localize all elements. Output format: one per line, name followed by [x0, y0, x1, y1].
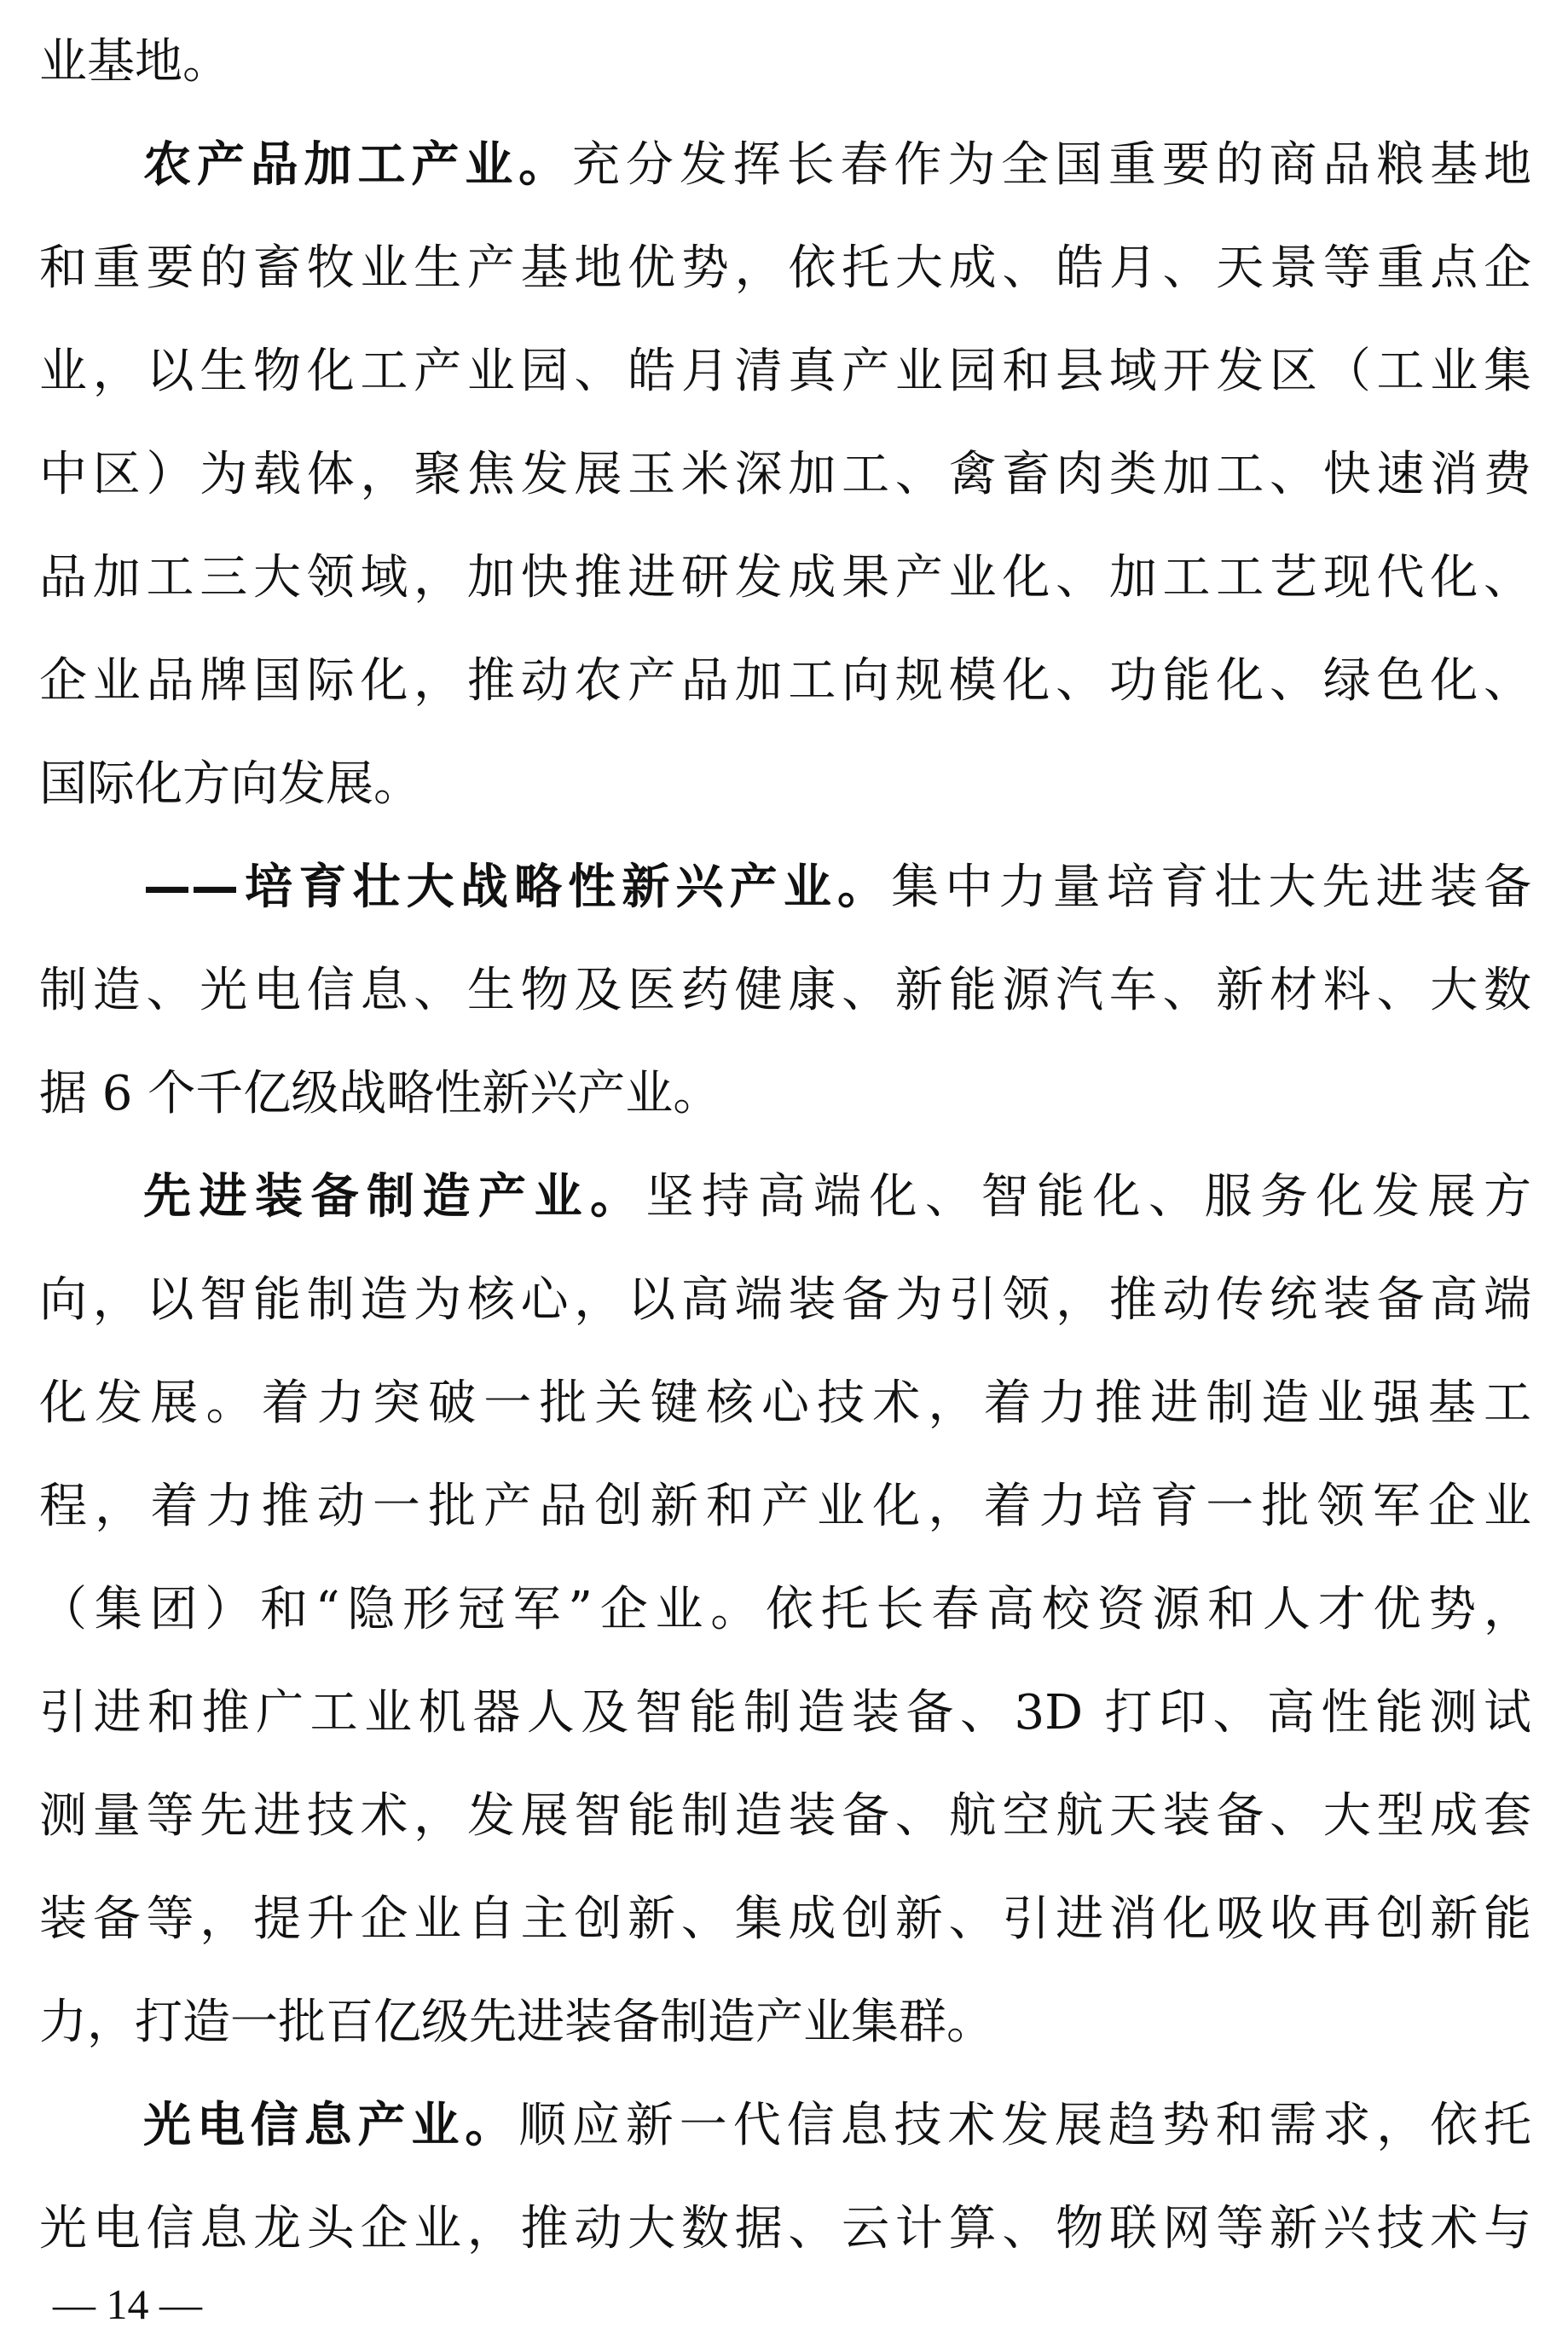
text-line: 坚持高端化、智能化、服务化发展方 [645, 1169, 1531, 1225]
text-line: 程，着力推动一批产品创新和产业化，着力培育一批领军企业 [39, 1479, 1531, 1534]
text-line: 业，以生物化工产业园、皓月清真产业园和县域开发区（工业集 [39, 344, 1531, 399]
text-line: 测量等先进技术，发展智能制造装备、航空航天装备、大型成套 [39, 1788, 1531, 1844]
text-line: 光电信息龙头企业，推动大数据、云计算、物联网等新兴技术与 [39, 2201, 1531, 2256]
text-line: 企业品牌国际化，推动农产品加工向规模化、功能化、绿色化、 [39, 653, 1531, 709]
page-number: — 14 — [53, 2280, 202, 2328]
text-line: 引进和推广工业机器人及智能制造装备、3D 打印、高性能测试 [39, 1685, 1531, 1741]
paragraph-emerging-industries [39, 836, 1531, 939]
text-line: 业基地。 [39, 34, 230, 90]
body-text [39, 10, 1531, 2280]
text-line: 国际化方向发展。 [39, 756, 421, 812]
section-heading: 光电信息产业。 [143, 2098, 519, 2153]
text-line: 集中力量培育壮大先进装备 [891, 860, 1532, 915]
text-line: 向，以智能制造为核心，以高端装备为引领，推动传统装备高端 [39, 1272, 1531, 1328]
paragraph-optoelectronics [39, 2074, 1531, 2177]
text-line: 充分发挥长春作为全国重要的商品粮基地 [572, 137, 1532, 193]
paragraph-continuation [39, 10, 1531, 113]
text-line: 据 6 个千亿级战略性新兴产业。 [39, 1066, 721, 1121]
text-line: 中区）为载体，聚焦发展玉米深加工、禽畜肉类加工、快速消费 [39, 447, 1531, 502]
text-line: 装备等，提升企业自主创新、集成创新、引进消化吸收再创新能 [39, 1891, 1531, 1947]
text-line: （集团）和“隐形冠军”企业。依托长春高校资源和人才优势， [39, 1582, 1531, 1637]
text-line: 化发展。着力突破一批关键核心技术，着力推进制造业强基工 [39, 1376, 1531, 1431]
paragraph-advanced-equipment [39, 1145, 1531, 1248]
section-heading: 先进装备制造产业。 [143, 1169, 646, 1225]
paragraph-agri-processing [39, 113, 1531, 217]
section-heading: ——培育壮大战略性新兴产业。 [143, 860, 892, 915]
text-line: 顺应新一代信息技术发展趋势和需求，依托 [518, 2098, 1532, 2153]
text-line: 品加工三大领域，加快推进研发成果产业化、加工工艺现代化、 [39, 550, 1531, 605]
text-line: 制造、光电信息、生物及医药健康、新能源汽车、新材料、大数 [39, 963, 1531, 1018]
text-line: 和重要的畜牧业生产基地优势，依托大成、皓月、天景等重点企 [39, 240, 1531, 296]
section-heading: 农产品加工产业。 [143, 137, 573, 193]
text-line: 力，打造一批百亿级先进装备制造产业集群。 [39, 1995, 994, 2050]
